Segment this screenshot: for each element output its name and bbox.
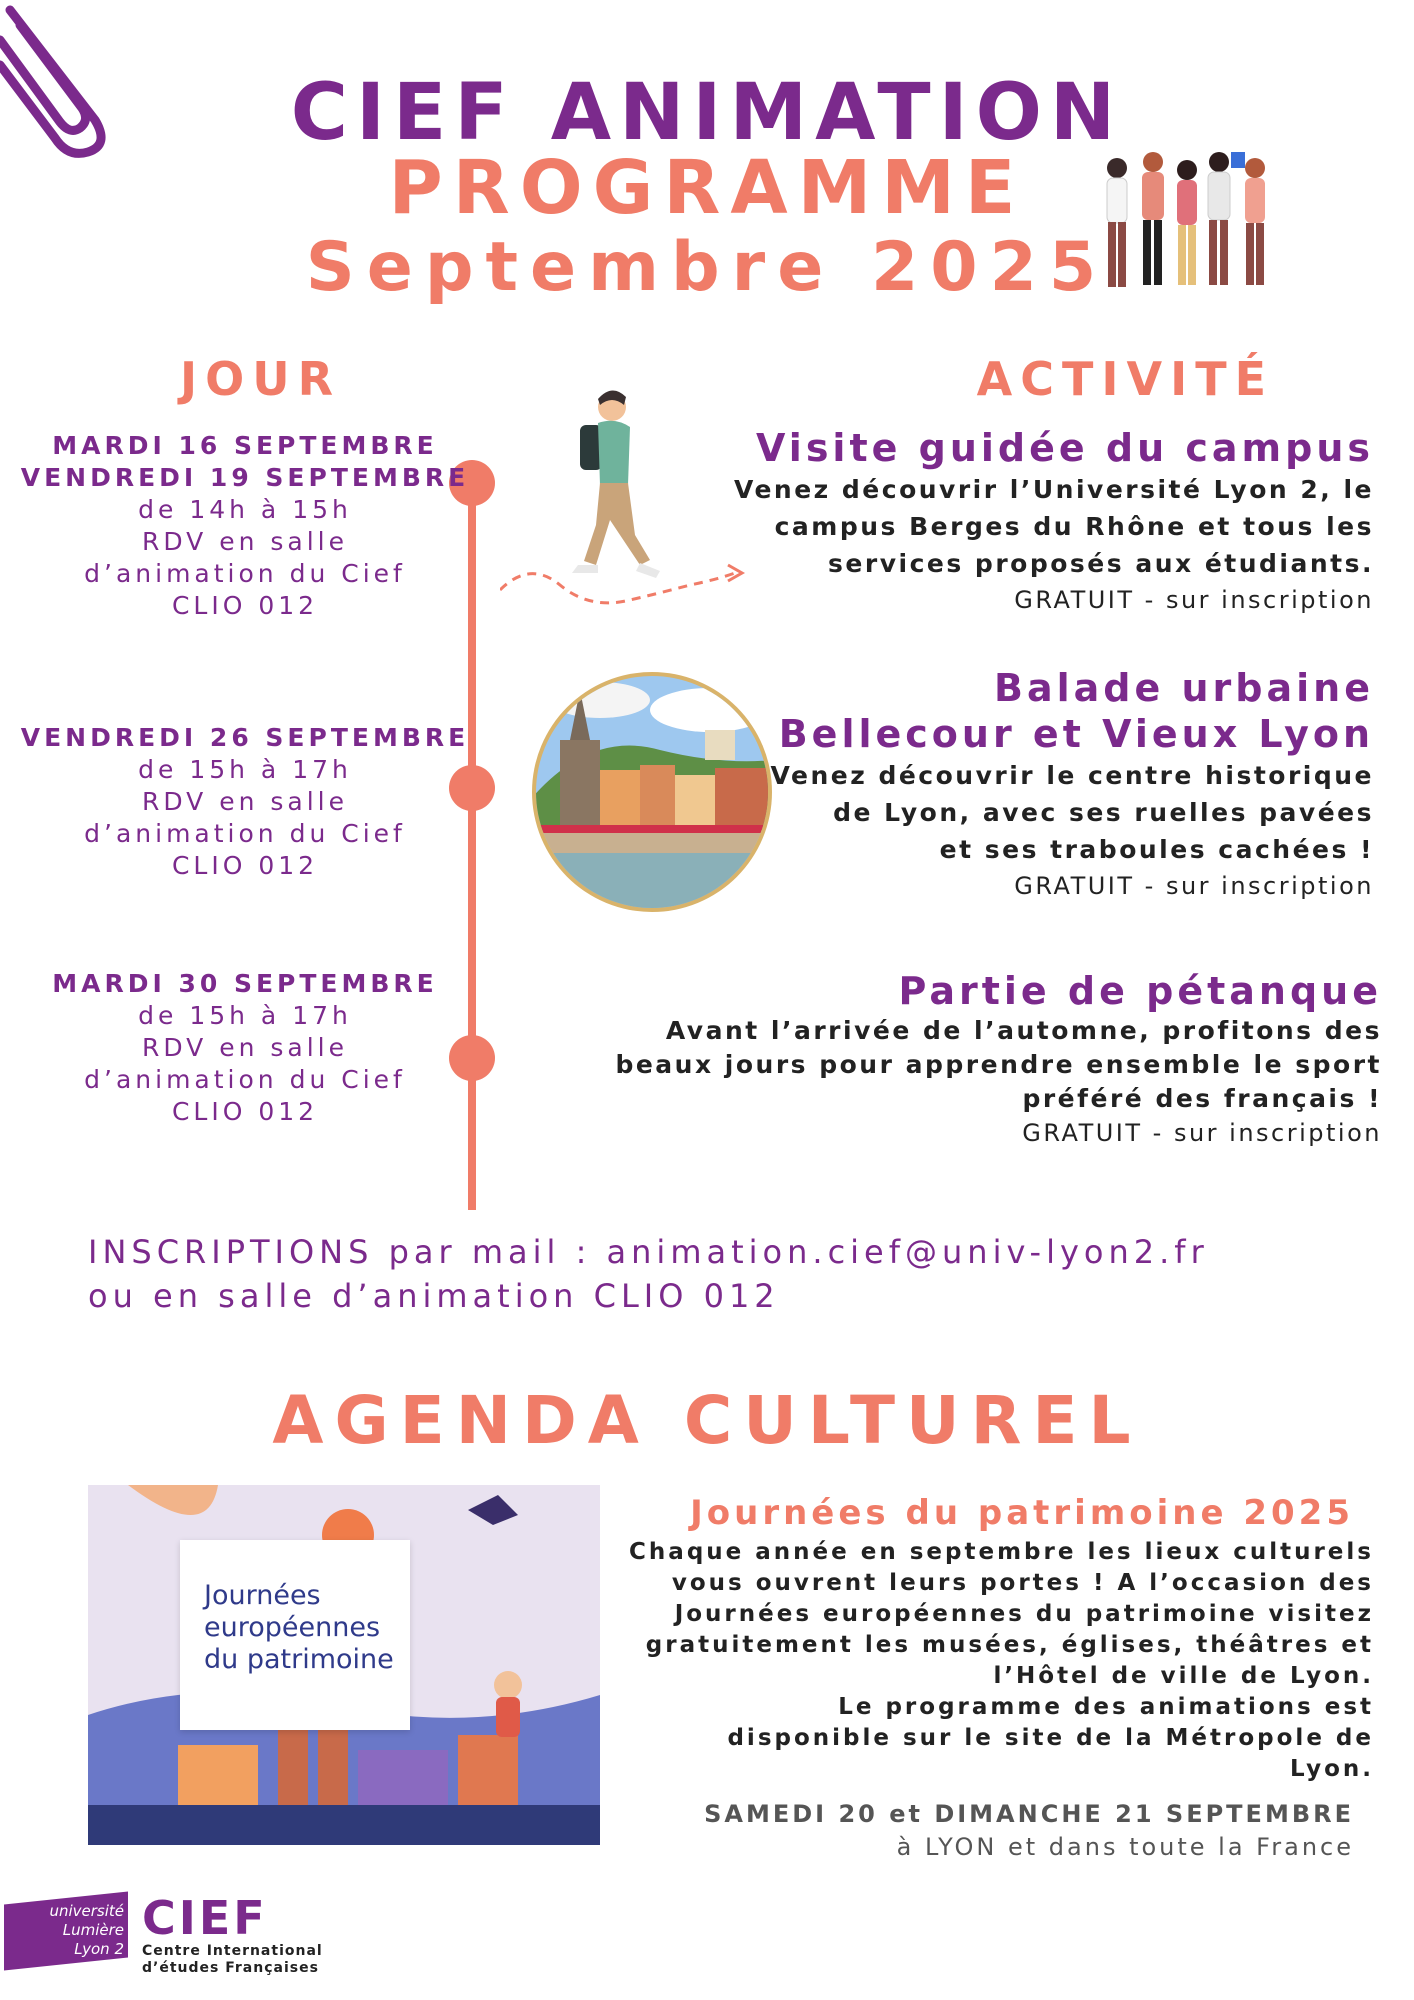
patrimoine-desc-3: Journées européennes du patrimoine visitez [674, 1601, 1374, 1627]
event-1-activity [734, 425, 1374, 619]
patrimoine-title: Journées du patrimoine 2025 [690, 1493, 1354, 1533]
patrimoine-desc-5: l’Hôtel de ville de Lyon. [993, 1663, 1374, 1689]
event-2-price: GRATUIT - sur inscription [1014, 872, 1374, 900]
event-3-day-1: MARDI 30 SEPTEMBRE [52, 969, 438, 998]
event-1-day-1: MARDI 16 SEPTEMBRE [52, 431, 438, 460]
patrimoine-desc-4: gratuitement les musées, églises, théâtres et [645, 1632, 1374, 1658]
event-1-desc-2: campus Berges du Rhône et tous les [774, 512, 1374, 541]
event-3-desc-1: Avant l’arrivée de l’automne, profitons des [665, 1016, 1382, 1045]
poster-line-1: Journées [204, 1580, 321, 1611]
event-3-place-1: RDV en salle [141, 1033, 349, 1062]
poster-title [204, 1580, 394, 1676]
event-2-desc-2: de Lyon, avec ses ruelles pavées [833, 798, 1374, 827]
event-2-schedule [15, 722, 475, 882]
patrimoine-location: à LYON et dans toute la France [896, 1833, 1354, 1861]
patrimoine-desc-8: Lyon. [1290, 1756, 1374, 1782]
event-2-day-1: VENDREDI 26 SEPTEMBRE [20, 723, 470, 752]
cief-full-2: d’études Françaises [142, 1960, 319, 1976]
patrimoine-desc-1: Chaque année en septembre les lieux culturels [629, 1539, 1374, 1565]
event-1-schedule [15, 430, 475, 622]
event-3-place-2: d’animation du Cief [84, 1065, 406, 1094]
patrimoine-description [614, 1537, 1374, 1785]
event-1-desc-3: services proposés aux étudiants. [828, 549, 1374, 578]
inscriptions-info [88, 1230, 1209, 1318]
poster-card [180, 1540, 410, 1730]
event-1-title: Visite guidée du campus [756, 426, 1374, 470]
event-1-desc-1: Venez découvrir l’Université Lyon 2, le [733, 475, 1374, 504]
day-column-header: JOUR [180, 352, 341, 406]
event-2-desc-1: Venez découvrir le centre historique [770, 761, 1374, 790]
event-1-hours: de 14h à 15h [138, 495, 352, 524]
activity-column-header: ACTIVITÉ [976, 352, 1274, 406]
univ-line-3: Lyon 2 [74, 1940, 124, 1958]
cief-logo [142, 1893, 323, 1977]
programme-title: PROGRAMME [388, 145, 1026, 231]
patrimoine-poster [88, 1485, 600, 1845]
event-2-place-2: d’animation du Cief [84, 819, 406, 848]
cief-logo-text: CIEF [142, 1891, 268, 1945]
event-1-room: CLIO 012 [171, 591, 319, 620]
lyon-photo [530, 670, 774, 914]
event-1-day-2: VENDREDI 19 SEPTEMBRE [20, 463, 470, 492]
event-2-place-1: RDV en salle [141, 787, 349, 816]
event-3-activity [615, 968, 1382, 1150]
event-3-room: CLIO 012 [171, 1097, 319, 1126]
patrimoine-desc-6: Le programme des animations est [838, 1694, 1374, 1720]
cief-full-1: Centre International [142, 1943, 323, 1959]
univ-line-1: université [49, 1902, 124, 1920]
event-2-title-1: Balade urbaine [994, 666, 1374, 710]
students-group-illustration [1095, 140, 1315, 295]
month-title: Septembre 2025 [305, 228, 1109, 307]
univ-lyon2-logo [4, 1898, 132, 1968]
event-2-hours: de 15h à 17h [138, 755, 352, 784]
event-1-price: GRATUIT - sur inscription [1014, 586, 1374, 614]
event-2-room: CLIO 012 [171, 851, 319, 880]
event-3-desc-3: préféré des français ! [1022, 1084, 1382, 1113]
event-3-schedule [15, 968, 475, 1128]
poster-line-2: européennes [204, 1612, 381, 1643]
event-1-place-2: d’animation du Cief [84, 559, 406, 588]
event-3-title: Partie de pétanque [898, 969, 1382, 1013]
patrimoine-date-days: SAMEDI 20 et DIMANCHE 21 SEPTEMBRE [704, 1800, 1354, 1828]
main-title: CIEF ANIMATION [290, 68, 1124, 158]
patrimoine-desc-2: vous ouvrent leurs portes ! A l’occasion des [671, 1570, 1374, 1596]
patrimoine-date [704, 1798, 1354, 1864]
event-3-hours: de 15h à 17h [138, 1001, 352, 1030]
event-2-title-2: Bellecour et Vieux Lyon [778, 712, 1374, 756]
patrimoine-desc-7: disponible sur le site de la Métropole de [727, 1725, 1374, 1751]
inscriptions-room-line: ou en salle d’animation CLIO 012 [88, 1277, 780, 1315]
event-3-desc-2: beaux jours pour apprendre ensemble le sport [615, 1050, 1382, 1079]
event-3-price: GRATUIT - sur inscription [1022, 1119, 1382, 1147]
univ-line-2: Lumière [62, 1921, 124, 1939]
event-2-desc-3: et ses traboules cachées ! [939, 835, 1374, 864]
event-2-activity [771, 665, 1374, 905]
event-1-place-1: RDV en salle [141, 527, 349, 556]
inscriptions-email-line[interactable]: INSCRIPTIONS par mail : animation.cief@univ-lyon2.fr [88, 1233, 1209, 1271]
agenda-title: AGENDA CULTUREL [272, 1382, 1142, 1459]
walking-student-illustration [500, 385, 760, 620]
poster-line-3: du patrimoine [204, 1644, 394, 1675]
